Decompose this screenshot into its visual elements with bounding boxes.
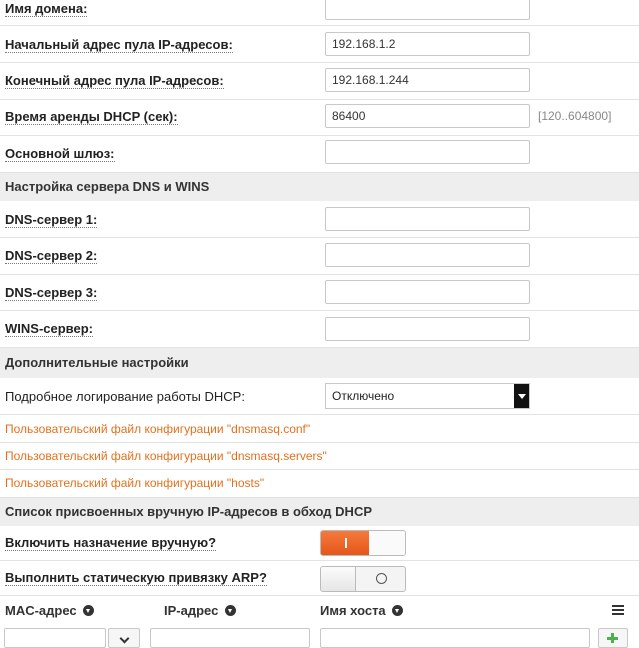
new-mac-input[interactable] [4, 628, 106, 648]
dns1-input[interactable] [325, 207, 530, 231]
row-enable-manual [0, 526, 639, 561]
link-dnsmasq-servers[interactable]: Пользовательский файл конфигурации "dnsmasq.servers" [5, 449, 327, 463]
static-arp-label: Выполнить статическую привязку ARP? [5, 570, 267, 585]
toggle-on-indicator [321, 531, 372, 555]
gateway-label: Основной шлюз: [5, 146, 115, 161]
static-arp-toggle[interactable] [320, 566, 406, 592]
pool-end-label: Конечный адрес пула IP-адресов: [5, 73, 224, 88]
dns3-input[interactable] [325, 280, 530, 304]
lease-time-label: Время аренды DHCP (сек): [5, 109, 178, 124]
domain-name-input[interactable] [325, 0, 530, 20]
sort-desc-icon [392, 605, 403, 616]
add-button[interactable] [598, 628, 628, 648]
pool-end-input[interactable] [325, 68, 530, 92]
row-gateway [0, 136, 639, 173]
link-dnsmasq-conf[interactable]: Пользовательский файл конфигурации "dnsmasq.conf" [5, 422, 311, 436]
gateway-input[interactable] [325, 140, 530, 164]
row-link-dnsmasq-servers [0, 443, 639, 470]
lease-time-input[interactable] [325, 104, 530, 128]
section-static-title: Список присвоенных вручную IP-адресов в обход DHCP [5, 504, 373, 519]
enable-manual-label: Включить назначение вручную? [5, 535, 217, 550]
toggle-knob [321, 567, 356, 591]
row-dns1 [0, 201, 639, 238]
col-header-mac[interactable] [5, 603, 94, 618]
verbose-log-label: Подробное логирование работы DHCP: [5, 389, 245, 404]
toggle-off-ring-icon [376, 573, 387, 584]
section-dns-wins [0, 173, 639, 201]
row-dns2 [0, 238, 639, 275]
row-domain-name [0, 0, 639, 26]
pool-start-input[interactable] [325, 32, 530, 56]
toggle-off-area [369, 531, 405, 555]
col-hostname-label: Имя хоста [320, 603, 386, 618]
lease-time-hint: [120..604800] [538, 109, 612, 123]
row-wins [0, 311, 639, 348]
col-mac-label: MAC-адрес [5, 603, 77, 618]
row-verbose-log [0, 378, 639, 415]
pool-start-label: Начальный адрес пула IP-адресов: [5, 37, 233, 52]
chevron-down-icon[interactable] [514, 384, 529, 408]
wins-input[interactable] [325, 317, 530, 341]
section-dns-wins-title: Настройка сервера DNS и WINS [5, 179, 210, 194]
sort-desc-icon [83, 605, 94, 616]
col-header-hostname[interactable] [320, 603, 403, 618]
section-static [0, 498, 639, 526]
row-static-arp [0, 561, 639, 596]
row-link-hosts [0, 470, 639, 498]
row-dns3 [0, 275, 639, 311]
row-lease-time [0, 100, 639, 136]
row-pool-end [0, 63, 639, 100]
domain-name-label: Имя домена: [5, 1, 88, 16]
dns2-input[interactable] [325, 243, 530, 267]
col-ip-label: IP-адрес [164, 603, 219, 618]
link-hosts[interactable]: Пользовательский файл конфигурации "hosts" [5, 476, 265, 490]
wins-label: WINS-сервер: [5, 321, 93, 336]
dns3-label: DNS-сервер 3: [5, 285, 98, 300]
dns2-label: DNS-сервер 2: [5, 248, 98, 263]
row-pool-start [0, 26, 639, 63]
section-advanced-title: Дополнительные настройки [5, 355, 189, 370]
sort-desc-icon [225, 605, 236, 616]
row-link-dnsmasq-conf [0, 415, 639, 443]
chevron-down-icon [120, 634, 130, 644]
enable-manual-toggle[interactable] [320, 530, 406, 556]
mac-dropdown-button[interactable] [108, 628, 140, 648]
new-ip-input[interactable] [150, 628, 310, 648]
dns1-label: DNS-сервер 1: [5, 212, 98, 227]
verbose-log-selected: Отключено [332, 389, 395, 403]
new-hostname-input[interactable] [320, 628, 590, 648]
verbose-log-select[interactable] [325, 383, 530, 409]
section-advanced [0, 348, 639, 378]
col-header-ip[interactable] [164, 603, 236, 618]
list-icon[interactable] [612, 605, 624, 615]
